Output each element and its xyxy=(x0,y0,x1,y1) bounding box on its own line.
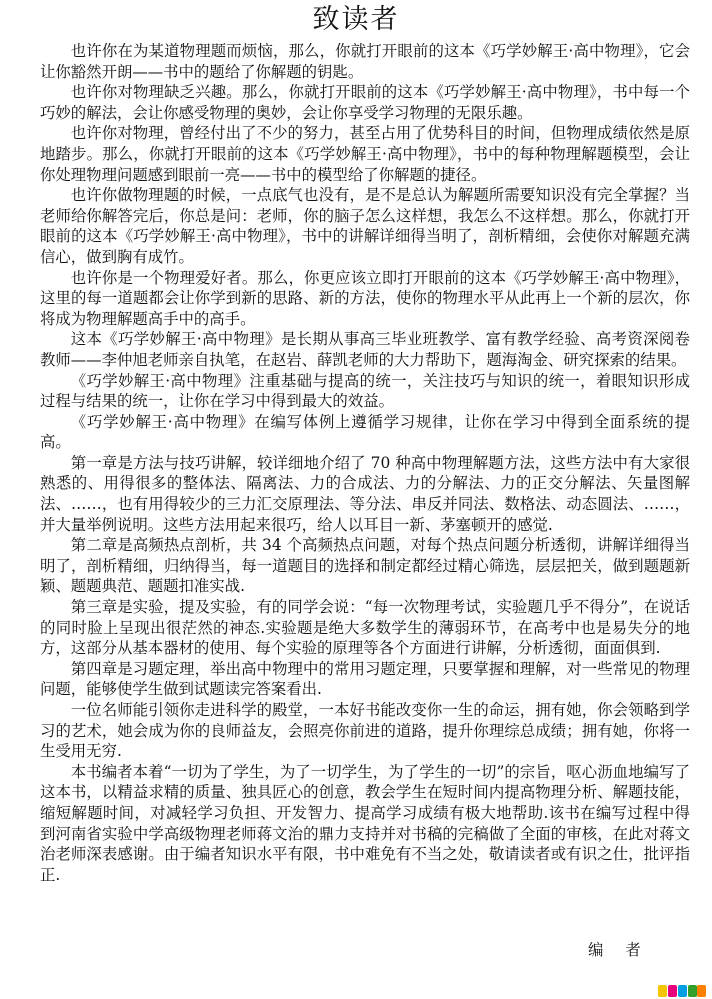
paragraph-3: 也许你对物理，曾经付出了不少的努力，甚至占用了优势科目的时间，但物理成绩依然是原地踏步。那么，你就打开眼前的这本《巧学妙解王·高中物理》，书中的每种物理解题模型，会让你处理物理问题感到眼前一亮——书中的模型给了你解题的捷径。 xyxy=(40,124,690,184)
color-block-icon xyxy=(658,985,667,997)
paragraph-13: 一位名师能引领你走进科学的殿堂，一本好书能改变你一生的命运，拥有她，你会领略到学习的艺术，她会成为你的良师益友，会照亮你前进的道路，提升你理综总成绩；拥有她，你将一生受用无穷. xyxy=(40,701,690,761)
paragraph-14: 本书编者本着“一切为了学生，为了一切学生，为了学生的一切”的宗旨，呕心沥血地编写了这本书，以精益求精的质量、独具匠心的创意，教会学生在短时间内提高物理分析、解题技能，缩短解题时间，对减轻学习负担、开发智力、提高学习成绩有极大地帮助.该书在编写过程中得到河南省实验中学高级物理老师蒋文治的鼎力支持并对书稿的完稿做了全面的审核，在此对蒋文治老师深表感谢。由于编者知识水平有限，书中难免有不当之处，敬请读者或有识之仕，批评指正. xyxy=(40,762,690,884)
signature: 编者 xyxy=(588,941,663,959)
document-body xyxy=(40,41,690,885)
paragraph-9: 第一章是方法与技巧讲解，较详细地介绍了 70 种高中物理解题方法，这些方法中有大家很熟悉的、用得很多的整体法、隔离法、力的合成法、力的分解法、力的正交分解法、矢量图解法、……，也有用得较少的三力汇交原理法、等分法、串反并同法、数格法、动态圆法、……，并大量举例说明。这些方法用起来很巧，给人以耳目一新、茅塞顿开的感觉. xyxy=(40,453,690,534)
paragraph-10: 第二章是高频热点剖析，共 34 个高频热点问题，对每个热点问题分析透彻，讲解详细得当明了，剖析精细，归纳得当，每一道题目的选择和制定都经过精心筛选，层层把关，做到题题新颖、题题典范、题题扣准实战. xyxy=(40,536,690,596)
paragraph-11: 第三章是实验，提及实验，有的同学会说：“每一次物理考试，实验题几乎不得分”，在说话的同时脸上呈现出很茫然的神态.实验题是绝大多数学生的薄弱环节，在高考中也是易失分的地方，这部分从基本器材的使用、每个实验的原理等各个方面进行讲解，分析透彻，面面俱到. xyxy=(40,598,690,658)
color-block-icon xyxy=(668,985,677,997)
color-block-icon xyxy=(688,985,697,997)
paragraph-5: 也许你是一个物理爱好者。那么，你更应该立即打开眼前的这本《巧学妙解王·高中物理》，这里的每一道题都会让你学到新的思路、新的方法，使你的物理水平从此再上一个新的层次，你将成为物理解题高手中的高手。 xyxy=(40,268,690,328)
paragraph-2: 也许你对物理缺乏兴趣。那么，你就打开眼前的这本《巧学妙解王·高中物理》，书中每一个巧妙的解法，会让你感受物理的奥妙，会让你享受学习物理的无限乐趣。 xyxy=(40,83,690,122)
color-block-icon xyxy=(697,985,706,997)
color-bar-logo-icon xyxy=(658,983,706,997)
paragraph-1: 也许你在为某道物理题而烦恼，那么，你就打开眼前的这本《巧学妙解王·高中物理》，它会让你豁然开朗——书中的题给了你解题的钥匙。 xyxy=(40,42,690,81)
document-title: 致读者 xyxy=(312,4,400,35)
paragraph-7: 《巧学妙解王·高中物理》注重基础与提高的统一，关注技巧与知识的统一，着眼知识形成过程与结果的统一，让你在学习中得到最大的效益。 xyxy=(40,371,690,411)
paragraph-4: 也许你做物理题的时候，一点底气也没有，是不是总认为解题所需要知识没有完全掌握？当老师给你解答完后，你总是问：老师，你的脑子怎么这样想，我怎么不这样想。那么，你就打开眼前的这本《巧学妙解王·高中物理》，书中的讲解详细得当明了，剖析精细，会使你对解题充满信心，做到胸有成竹。 xyxy=(40,186,690,266)
paragraph-6: 这本《巧学妙解王·高中物理》是长期从事高三毕业班教学、富有教学经验、高考资深阅卷教师——李仲旭老师亲自执笔，在赵岩、薛凯老师的大力帮助下，题海淘金、研究探索的结果。 xyxy=(40,330,690,369)
paragraph-8: 《巧学妙解王·高中物理》在编写体例上遵循学习规律，让你在学习中得到全面系统的提高。 xyxy=(40,412,690,452)
paragraph-12: 第四章是习题定理，举出高中物理中的常用习题定理，只要掌握和理解，对一些常见的物理问题，能够使学生做到试题读完答案看出. xyxy=(40,659,690,699)
color-block-icon xyxy=(678,985,687,997)
